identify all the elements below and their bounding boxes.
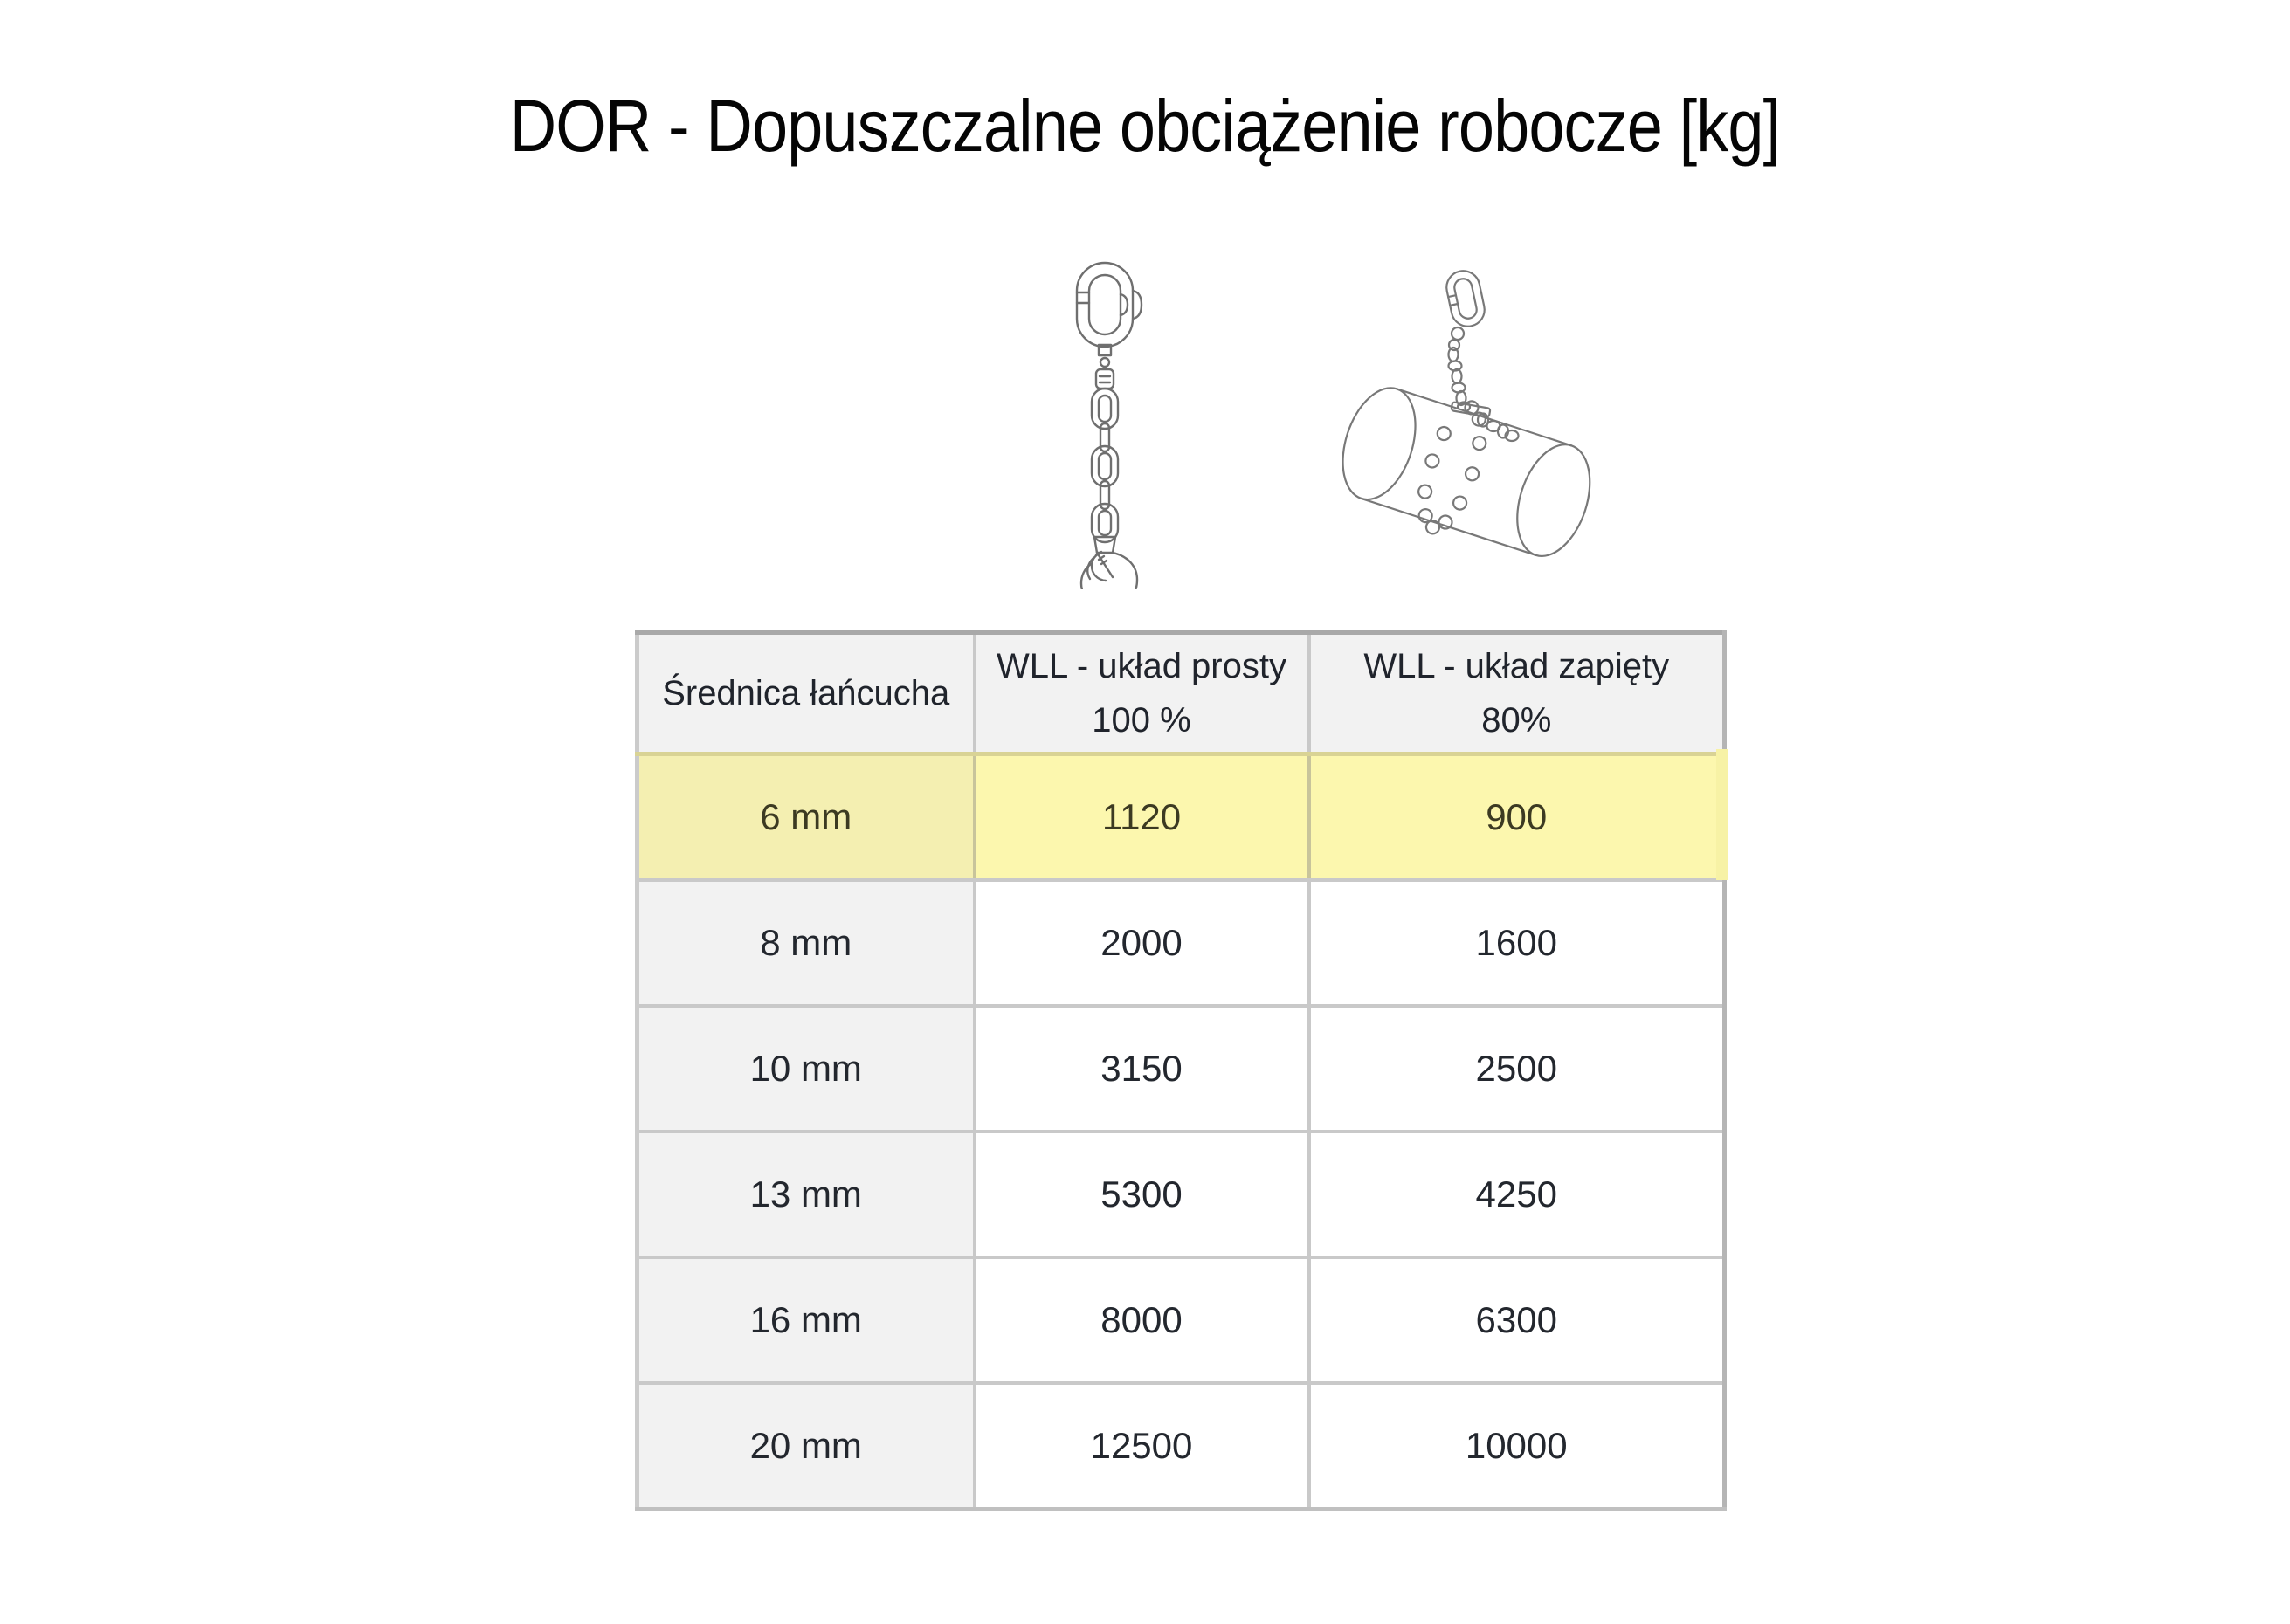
wll-table [635, 630, 1727, 1511]
chain-diameter-cell: 16 mm [638, 1257, 975, 1383]
chain-diameter-cell: 13 mm [638, 1132, 975, 1257]
wll-choked-cell: 4250 [1309, 1132, 1725, 1257]
col-header-text: WLL - układ zapięty [1363, 647, 1670, 685]
wll-choked-cell: 10000 [1309, 1383, 1725, 1510]
table-row-13mm[interactable] [638, 1132, 1725, 1257]
chain-sling-choked-illustration [1321, 262, 1613, 576]
table-row-20mm[interactable] [638, 1383, 1725, 1510]
wll-straight-cell: 12500 [975, 1383, 1309, 1510]
chain-sling-straight-drawing [1051, 258, 1159, 589]
col-header-subtext: 100 % [1092, 701, 1191, 740]
highlight-row-overhang [1716, 749, 1728, 880]
col-header-wll-straight [975, 633, 1309, 754]
chain-diameter-cell: 6 mm [638, 754, 975, 881]
wll-straight-cell: 5300 [975, 1132, 1309, 1257]
table-row-10mm[interactable] [638, 1006, 1725, 1132]
wll-table-container [635, 630, 1722, 1511]
col-header-subtext: 80% [1481, 701, 1552, 740]
chain-sling-choked-drawing [1321, 262, 1613, 576]
wll-straight-cell: 3150 [975, 1006, 1309, 1132]
table-row-6mm-highlighted[interactable] [638, 754, 1725, 881]
wll-straight-cell: 8000 [975, 1257, 1309, 1383]
table-row-8mm[interactable] [638, 880, 1725, 1006]
wll-choked-cell: 1600 [1309, 880, 1725, 1006]
page-title: DOR - Dopuszczalne obciążenie robocze [kg] [509, 85, 1781, 167]
header-row [638, 633, 1725, 754]
col-header-text: Średnica łańcucha [662, 674, 950, 712]
chain-diameter-cell: 10 mm [638, 1006, 975, 1132]
wll-straight-cell: 2000 [975, 880, 1309, 1006]
chain-sling-straight-illustration [1051, 258, 1159, 589]
chain-diameter-cell: 20 mm [638, 1383, 975, 1510]
col-header-text: WLL - układ prosty [997, 647, 1286, 685]
col-header-wll-choked [1309, 633, 1725, 754]
wll-choked-cell: 900 [1309, 754, 1725, 881]
table-row-16mm[interactable] [638, 1257, 1725, 1383]
wll-straight-cell: 1120 [975, 754, 1309, 881]
wll-choked-cell: 2500 [1309, 1006, 1725, 1132]
col-header-chain-diameter [638, 633, 975, 754]
wll-choked-cell: 6300 [1309, 1257, 1725, 1383]
chain-diameter-cell: 8 mm [638, 880, 975, 1006]
